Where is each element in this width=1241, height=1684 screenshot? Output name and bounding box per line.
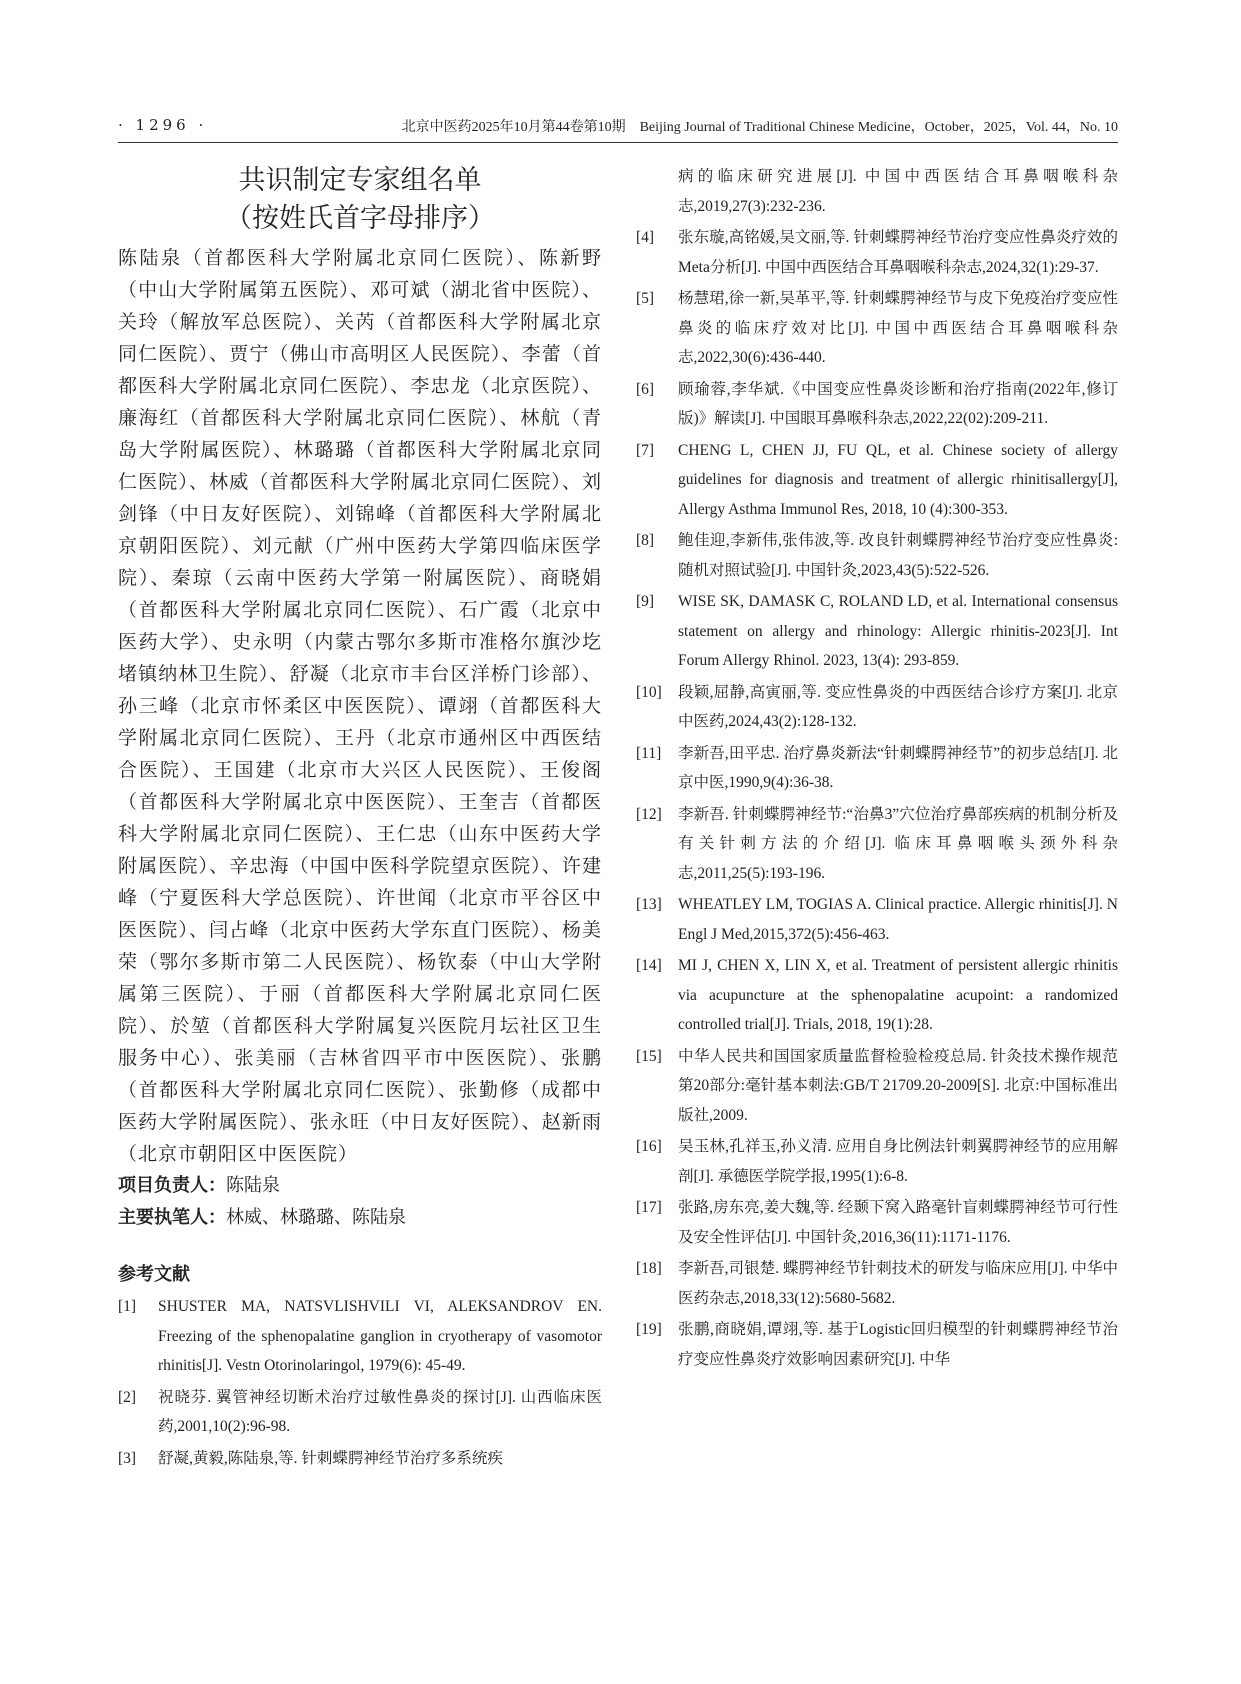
reference-item [636, 678, 1118, 737]
reference-item [636, 526, 1118, 585]
reference-number: [13] [636, 896, 662, 913]
reference-item [636, 890, 1118, 949]
reference-number: [19] [636, 1321, 662, 1338]
reference-text: CHENG L, CHEN JJ, FU QL, et al. Chinese society of allergy guidelines for diagnosis and treatment of allergic rhinitisallergy[J], Allergy Asthma Immunol Res, 2018, 10 (4):300-353. [678, 441, 1118, 518]
reference-item [636, 284, 1118, 373]
page-number: · 1296 · [118, 116, 208, 134]
reference-item [636, 1315, 1118, 1374]
reference-text: 吴玉林,孔祥玉,孙义清. 应用自身比例法针刺翼腭神经节的应用解剖[J]. 承德医学院学报,1995(1):6-8. [678, 1138, 1118, 1185]
reference-number: [11] [636, 744, 662, 762]
reference-item [636, 1254, 1118, 1313]
reference-number: [1] [118, 1298, 137, 1315]
reference-item [636, 1193, 1118, 1252]
reference-number: [12] [636, 805, 662, 823]
project-leader-label: 项目负责人： [118, 1175, 226, 1196]
main-writers-names: 林威、林璐璐、陈陆泉 [226, 1207, 406, 1228]
reference-text: 中华人民共和国国家质量监督检验检疫总局. 针灸技术操作规范 第20部分:毫针基本刺法:GB/T 21709.20-2009[S]. 北京:中国标准出版社,2009. [678, 1047, 1118, 1124]
project-leader-name: 陈陆泉 [226, 1175, 280, 1196]
reference-text: 张鹏,商晓娟,谭翊,等. 基于Logistic回归模型的针刺蝶腭神经节治疗变应性鼻炎疗效影响因素研究[J]. 中华 [678, 1321, 1118, 1368]
reference-item [636, 375, 1118, 434]
reference-text: SHUSTER MA, NATSVLISHVILI VI, ALEKSANDROV EN. Freezing of the sphenopalatine ganglion in cryotherapy of vasomotor rhinitis[J]. Vestn Otorinolaringol, 1979(6): 45-49. [158, 1298, 602, 1374]
reference-number: [3] [118, 1449, 137, 1467]
reference-item [118, 1292, 602, 1381]
reference-text: 杨慧珺,徐一新,吴革平,等. 针刺蝶腭神经节与皮下免疫治疗变应性鼻炎的临床疗效对比[J]. 中国中西医结合耳鼻咽喉科杂志,2022,30(6):436-440. [678, 290, 1118, 366]
project-leader [118, 1170, 602, 1202]
reference-number: [10] [636, 683, 662, 701]
reference-item [636, 951, 1118, 1040]
reference-text: WHEATLEY LM, TOGIAS A. Clinical practice. Allergic rhinitis[J]. N Engl J Med,2015,372(5):456-463. [678, 896, 1118, 943]
expert-list-title: 共识制定专家组名单 [238, 165, 482, 196]
left-column [118, 162, 602, 1475]
reference-number: [7] [636, 441, 655, 459]
reference-number: [14] [636, 957, 662, 974]
reference-number: [15] [636, 1047, 662, 1065]
reference-text: 鲍佳迎,李新伟,张伟波,等. 改良针刺蝶腭神经节治疗变应性鼻炎:随机对照试验[J]. 中国针灸,2023,43(5):522-526. [678, 532, 1118, 579]
reference-item [636, 800, 1118, 889]
reference-item [118, 1383, 602, 1442]
main-writers-label: 主要执笔人： [118, 1207, 226, 1228]
reference-item [636, 1132, 1118, 1191]
reference-item [636, 587, 1118, 676]
reference-number: [9] [636, 593, 655, 610]
reference-item [636, 223, 1118, 282]
reference-item [636, 739, 1118, 798]
reference-number: [18] [636, 1260, 662, 1277]
reference-number: [5] [636, 290, 655, 307]
reference-continuation: 病的临床研究进展[J]. 中国中西医结合耳鼻咽喉科杂志,2019,27(3):232-236. [678, 168, 1118, 215]
reference-text: WISE SK, DAMASK C, ROLAND LD, et al. International consensus statement on allergy and rhinology: Allergic rhinitis-2023[J]. Int Forum Allergy Rhinol. 2023, 13(4): 293-859. [678, 593, 1118, 669]
reference-text: 张东璇,高铭媛,吴文丽,等. 针刺蝶腭神经节治疗变应性鼻炎疗效的Meta分析[J]. 中国中西医结合耳鼻咽喉科杂志,2024,32(1):29-37. [678, 229, 1118, 276]
reference-text: 祝晓芬. 翼管神经切断术治疗过敏性鼻炎的探讨[J]. 山西临床医药,2001,10(2):96-98. [158, 1388, 602, 1435]
reference-text: 李新吾. 针刺蝶腭神经节:“治鼻3”穴位治疗鼻部疾病的机制分析及有关针刺方法的介绍[J]. 临床耳鼻咽喉头颈外科杂志,2011,25(5):193-196. [678, 805, 1118, 882]
reference-number: [17] [636, 1199, 662, 1216]
expert-list-subtitle: （按姓氏首字母排序） [225, 203, 495, 234]
reference-text: 张路,房东亮,姜大魏,等. 经颞下窝入路毫针盲刺蝶腭神经节可行性及安全性评估[J]. 中国针灸,2016,36(11):1171-1176. [678, 1199, 1118, 1246]
reference-number: [8] [636, 532, 655, 549]
running-head: 北京中医药2025年10月第44卷第10期 Beijing Journal of Traditional Chinese Medicine，October，2025，Vol. 44，No. 10 [401, 120, 1118, 135]
reference-number: [6] [636, 380, 655, 398]
main-writers [118, 1202, 602, 1234]
reference-item [636, 436, 1118, 525]
reference-number: [16] [636, 1138, 662, 1155]
reference-item [118, 1444, 602, 1474]
page-header [118, 116, 1118, 142]
reference-number: [4] [636, 229, 655, 246]
expert-members: 陈陆泉（首都医科大学附属北京同仁医院）、陈新野（中山大学附属第五医院）、邓可斌（湖北省中医院）、关玲（解放军总医院）、关芮（首都医科大学附属北京同仁医院）、贾宁（佛山市高明区人民医院）、李蕾（首都医科大学附属北京同仁医院）、李忠龙（北京医院）、廉海红（首都医科大学附属北京同仁医院）、林航（青岛大学附属医院）、林璐璐（首都医科大学附属北京同仁医院）、林威（首都医科大学附属北京同仁医院）、刘剑锋（中日友好医院）、刘锦峰（首都医科大学附属北京朝阳医院）、刘元献（广州中医药大学第四临床医学院）、秦琼（云南中医药大学第一附属医院）、商晓娟（首都医科大学附属北京同仁医院）、石广霞（北京中医药大学）、史永明（内蒙古鄂尔多斯市准格尔旗沙圪堵镇纳林卫生院）、舒凝（北京市丰台区洋桥门诊部）、孙三峰（北京市怀柔区中医医院）、谭翊（首都医科大学附属北京同仁医院）、王丹（北京市通州区中西医结合医院）、王国建（北京市大兴区人民医院）、王俊阁（首都医科大学附属北京中医医院）、王奎吉（首都医科大学附属北京同仁医院）、王仁忠（山东中医药大学附属医院）、辛忠海（中国中医科学院望京医院）、许建峰（宁夏医科大学总医院）、许世闻（北京市平谷区中医医院）、闫占峰（北京中医药大学东直门医院）、杨美荣（鄂尔多斯市第二人民医院）、杨钦泰（中山大学附属第三医院）、于丽（首都医科大学附属北京同仁医院）、於堃（首都医科大学附属复兴医院月坛社区卫生服务中心）、张美丽（吉林省四平市中医医院）、张鹏（首都医科大学附属北京同仁医院）、张勤修（成都中医药大学附属医院）、张永旺（中日友好医院）、赵新雨（北京市朝阳区中医医院） [118, 247, 602, 1165]
right-column [636, 162, 1118, 1376]
reference-text: 李新吾,田平忠. 治疗鼻炎新法“针刺蝶腭神经节”的初步总结[J]. 北京中医,1990,9(4):36-38. [678, 744, 1118, 791]
reference-text: 舒凝,黄毅,陈陆泉,等. 针刺蝶腭神经节治疗多系统疾 [158, 1449, 503, 1467]
reference-text: 顾瑜蓉,李华斌.《中国变应性鼻炎诊断和治疗指南(2022年,修订版)》解读[J]. 中国眼耳鼻喉科杂志,2022,22(02):209-211. [678, 380, 1118, 427]
reference-text: MI J, CHEN X, LIN X, et al. Treatment of persistent allergic rhinitis via acupuncture at the sphenopalatine acupoint: a randomized controlled trial[J]. Trials, 2018, 19(1):28. [678, 957, 1118, 1033]
reference-text: 李新吾,司银楚. 蝶腭神经节针刺技术的研发与临床应用[J]. 中华中医药杂志,2018,33(12):5680-5682. [678, 1260, 1118, 1307]
reference-number: [2] [118, 1388, 137, 1406]
header-rule [118, 142, 1118, 143]
reference-text: 段颖,屈静,高寅丽,等. 变应性鼻炎的中西医结合诊疗方案[J]. 北京中医药,2024,43(2):128-132. [678, 683, 1118, 730]
references-heading: 参考文献 [118, 1264, 190, 1285]
reference-item [636, 1042, 1118, 1131]
